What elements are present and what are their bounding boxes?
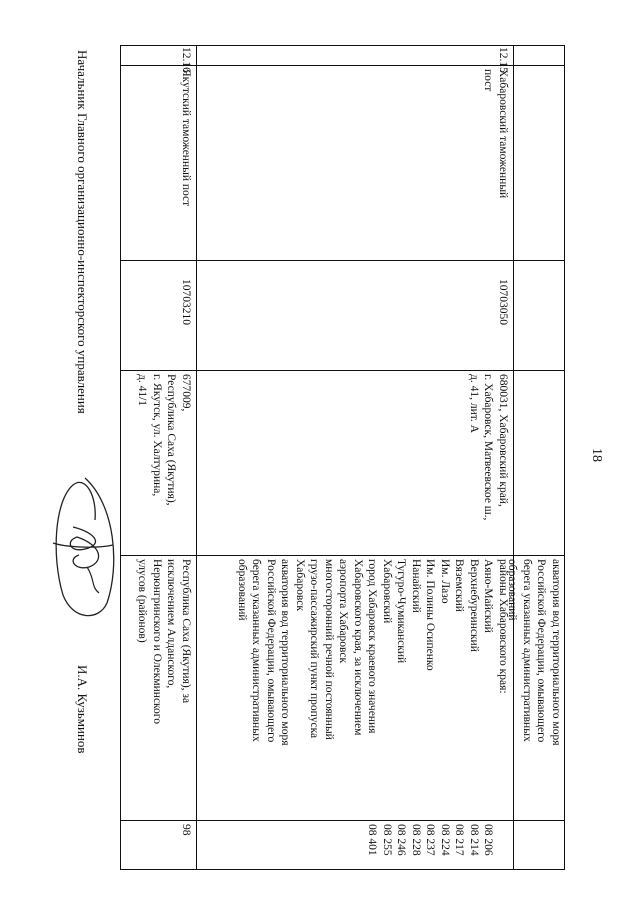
region-line: Российской Федерации, омывающего	[265, 559, 277, 743]
column-divider	[120, 260, 565, 261]
row-number-text: 12.16	[180, 47, 192, 73]
region-line: Нерюнгринского и Олекминского	[151, 559, 163, 724]
region-line: Нанайский	[410, 559, 422, 613]
region-line: многосторонний речной постоянный	[323, 559, 335, 740]
region-line: город Хабаровск краевого значения	[366, 559, 379, 734]
post-code: 10703210	[180, 279, 192, 325]
region-line: Хабаровский	[381, 559, 393, 624]
region-line: аэропорта Хабаровск	[337, 559, 350, 664]
oktmo-code: 08 228	[410, 824, 422, 856]
oktmo-code: 08 401	[366, 824, 379, 856]
oktmo-code	[496, 824, 511, 868]
post-code-cell	[496, 279, 511, 367]
oktmo-code: 98	[180, 824, 192, 836]
column-divider	[120, 555, 565, 556]
region-line: Им. Лазо	[439, 559, 451, 604]
region-line: улусов (районов)	[136, 559, 149, 643]
signer-name: И.А. Кузьминов	[75, 665, 90, 754]
address-line: д. 41, лит. А	[468, 374, 480, 433]
region-line: акватория вод территориального моря	[279, 559, 292, 746]
region-line: Им. Полины Осипенко	[424, 559, 437, 671]
signer-position: Начальник Главного организационно-инспекторского управления	[75, 50, 90, 414]
post-name-line: Хабаровский таможенный	[497, 69, 509, 199]
region-line: Тугуро-Чумиканский	[395, 559, 408, 664]
oktmo-code: 08 224	[439, 824, 451, 856]
region-line: районы Хабаровского края:	[497, 559, 509, 694]
region-line: Хабаровск	[294, 559, 306, 611]
post-name-line: пост	[482, 69, 495, 92]
oktmo-code: 08 206	[482, 824, 495, 856]
region-cell	[198, 559, 510, 817]
address-line: Республика Саха (Якутия),	[165, 374, 178, 506]
table-border-top	[564, 45, 565, 870]
region-cell	[135, 559, 193, 817]
row-number-text: 12.15	[497, 47, 509, 73]
column-divider	[120, 869, 565, 870]
oktmo-code: 08 237	[424, 824, 437, 856]
oktmo-codes-cell	[179, 824, 194, 868]
page-number: 18	[589, 448, 604, 462]
post-name-line: Якутский таможенный пост	[180, 69, 192, 207]
row-number	[496, 47, 511, 73]
region-line: Российской Федерации, омывающего	[535, 559, 548, 743]
address-line: 680031, Хабаровский край,	[497, 374, 509, 507]
column-divider	[120, 45, 565, 46]
address-cell	[467, 374, 511, 554]
post-name-cell	[481, 69, 510, 257]
region-line: Республика Саха (Якутия), за	[180, 559, 192, 704]
region-line: образований	[506, 559, 519, 621]
customs-table	[120, 45, 565, 870]
address-line: г. Якутск, ул. Халтурина,	[151, 374, 163, 497]
region-line: грузо-пассажирский пункт пропуска	[308, 559, 321, 739]
column-divider	[120, 370, 565, 371]
region-cell	[506, 559, 563, 817]
address-line: д. 41/1	[136, 374, 149, 407]
region-line: Верхнебуреинский	[468, 559, 480, 652]
table-border-bottom	[120, 45, 121, 870]
region-line: исключением Алданского,	[165, 559, 178, 689]
signature-footer	[60, 50, 90, 870]
oktmo-code: 08 246	[395, 824, 408, 856]
column-divider	[120, 820, 565, 821]
oktmo-code: 08 255	[381, 824, 393, 856]
region-line: акватория вод территориального моря	[550, 559, 562, 746]
region-line: Вяземский	[453, 559, 466, 612]
oktmo-code: 08 217	[453, 824, 466, 856]
post-code-cell	[179, 279, 194, 367]
oktmo-code: 08 214	[468, 824, 480, 856]
row-number	[179, 47, 194, 73]
region-line: берега указанных административных	[250, 559, 263, 742]
region-line: Аяно-Майский	[482, 559, 495, 633]
address-line: 677009,	[180, 374, 192, 412]
address-cell	[135, 374, 193, 554]
oktmo-codes-cell	[365, 824, 510, 868]
region-line: берега указанных административных	[521, 559, 533, 742]
region-line: образований	[236, 559, 248, 621]
address-line: г. Хабаровск, Матвеевское ш.,	[482, 374, 495, 521]
region-line: Хабаровского края, за исключением	[352, 559, 364, 736]
post-name-cell	[179, 69, 194, 257]
post-code: 10703050	[497, 279, 509, 325]
row-divider	[196, 45, 197, 870]
